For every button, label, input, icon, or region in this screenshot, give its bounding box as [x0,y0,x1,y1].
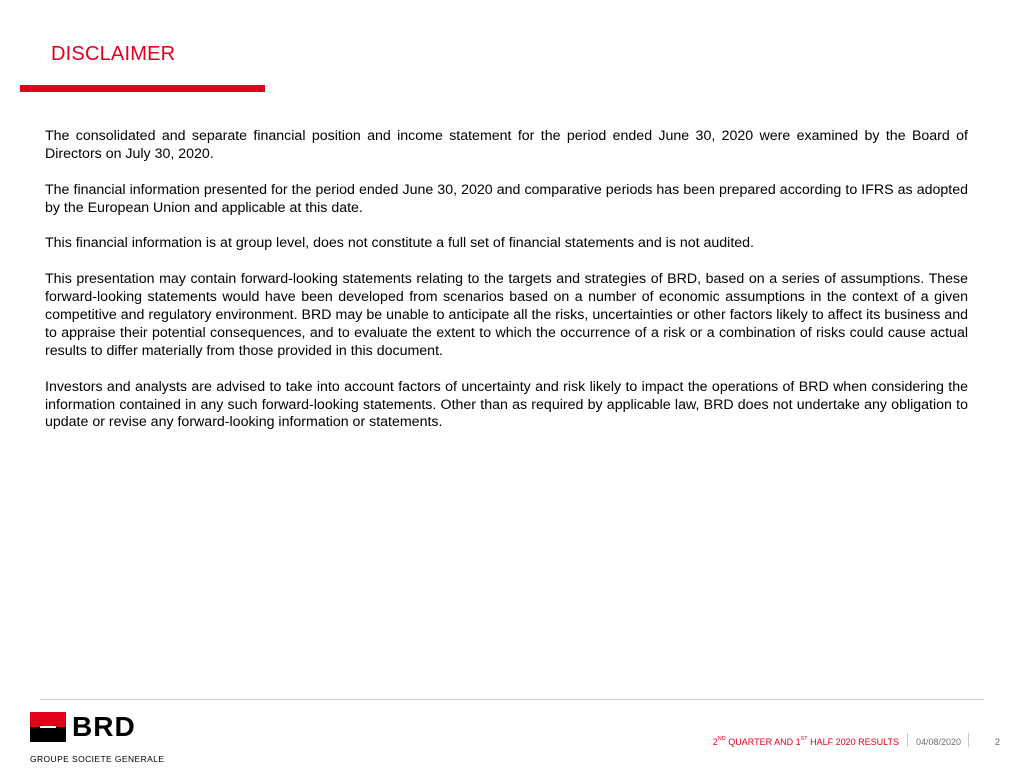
disclaimer-body [45,128,968,450]
report-title-part: 2 [712,737,718,747]
report-title-superscript: ST [800,736,808,742]
brd-logo-tagline: GROUPE SOCIETE GENERALE [30,754,165,764]
brd-logo-mark [30,712,66,742]
brd-logo-wordmark: BRD [72,711,136,742]
paragraph: The consolidated and separate financial position and income statement for the period ended June 30, 2020 were examined by the Board of Directors on July 30, 2020. [45,128,968,162]
paragraph: Investors and analysts are advised to take into account factors of uncertainty and risk likely to impact the operations of BRD when considering the information contained in any such forward-looking statements. Other than as required by applicable law, BRD does not undertake any obligation to update or revise any forward-looking information or statements. [45,378,968,431]
report-date: 04/08/2020 [915,737,961,747]
paragraph: This financial information is at group level, does not constitute a full set of financial statements and is not audited. [45,235,754,252]
report-title-part: HALF 2020 RESULTS [807,737,899,747]
title-underline [20,85,265,92]
paragraph: The financial information presented for the period ended June 30, 2020 and comparative periods has been prepared according to IFRS as adopted by the European Union and applicable at this date. [45,181,968,216]
footer-divider [40,699,984,700]
report-title-part: QUARTER AND 1 [725,737,801,747]
paragraph: This presentation may contain forward-looking statements relating to the targets and strategies of BRD, based on a series of assumptions. These forward-looking statements would have been developed from scenarios based on a number of economic assumptions in the context of a given competitive and regulatory environment. BRD may be unable to anticipate all the risks, uncertainties or other factors likely to affect its business and to appraise their potential consequences, and to evaluate the extent to which the occurrence of a risk or a combination of risks could cause actual results to differ materially from those provided in this document. [45,271,968,359]
report-title [713,735,899,749]
page-title: DISCLAIMER [51,43,176,65]
report-title-superscript: ND [717,736,726,742]
footer-separator [907,733,908,747]
footer-separator [968,733,969,747]
page-number: 2 [994,737,1000,747]
brd-logo [30,712,180,764]
